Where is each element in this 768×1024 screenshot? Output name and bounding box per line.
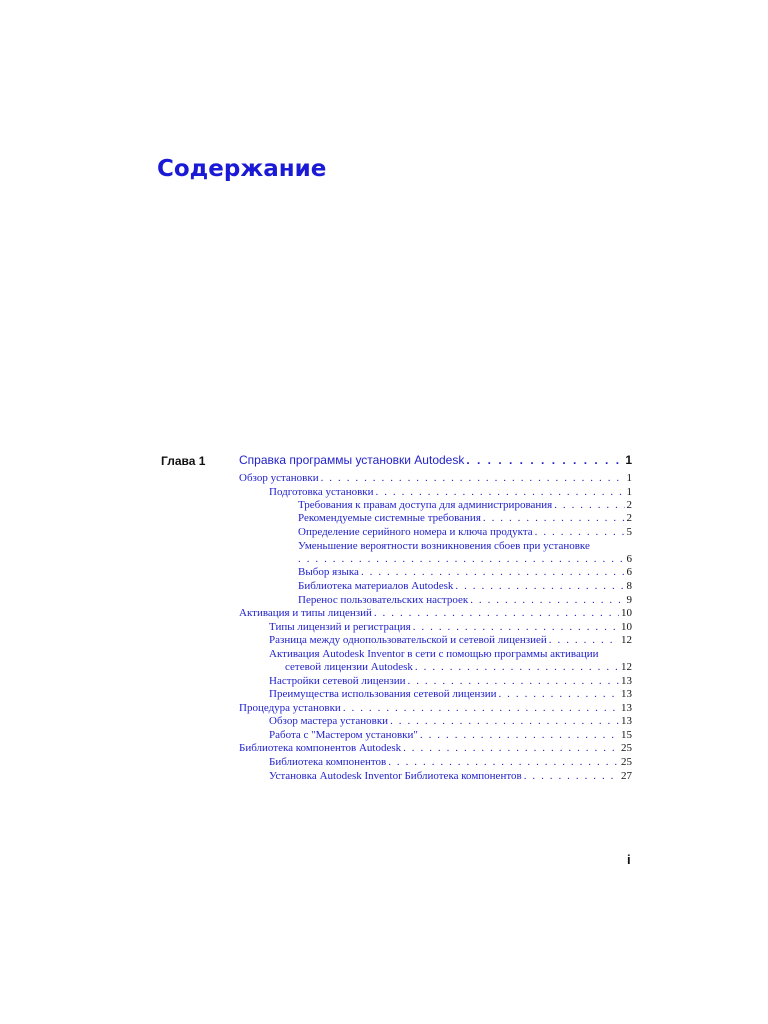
toc-entry[interactable] bbox=[298, 512, 632, 525]
toc-entry-label: Определение серийного номера и ключа продукта bbox=[298, 526, 533, 538]
leader-dots bbox=[298, 553, 625, 566]
leader-dots bbox=[374, 607, 619, 620]
toc-entry[interactable] bbox=[285, 661, 632, 674]
toc-entry[interactable] bbox=[298, 499, 632, 512]
toc-page-number: 1 bbox=[626, 472, 632, 484]
leader-dots bbox=[390, 715, 619, 728]
leader-dots bbox=[524, 770, 619, 783]
chapter-label: Глава 1 bbox=[161, 454, 206, 468]
leader-dots bbox=[413, 621, 619, 634]
toc-entry[interactable] bbox=[269, 688, 632, 701]
toc-page-number: 27 bbox=[621, 770, 632, 782]
leader-dots bbox=[376, 486, 625, 499]
toc-entry[interactable] bbox=[269, 634, 632, 647]
toc-page-number: 13 bbox=[621, 688, 632, 700]
toc-entry[interactable] bbox=[269, 729, 632, 742]
leader-dots bbox=[455, 580, 624, 593]
toc-entry-label: Установка Autodesk Inventor Библиотека компонентов bbox=[269, 770, 522, 782]
toc-page-number: 6 bbox=[626, 553, 632, 565]
toc-entry-label: Обзор мастера установки bbox=[269, 715, 389, 727]
toc-chapter-link[interactable] bbox=[239, 453, 632, 467]
toc-entry-label: Подготовка установки bbox=[269, 486, 374, 498]
toc-entry[interactable] bbox=[298, 526, 632, 539]
leader-dots bbox=[361, 566, 625, 579]
toc-page-number: 10 bbox=[621, 621, 632, 633]
toc-entry-label: Выбор языка bbox=[298, 566, 359, 578]
toc-entry-label: Разница между однопользовательской и сетевой лицензией bbox=[269, 634, 547, 646]
toc-entry-label-line2: сетевой лицензии Autodesk bbox=[285, 661, 413, 673]
toc-page-number: 13 bbox=[621, 715, 632, 727]
toc-entry[interactable] bbox=[269, 715, 632, 728]
toc-page-number: 6 bbox=[626, 566, 632, 578]
toc-entry-label: Активация и типы лицензий bbox=[239, 607, 372, 619]
toc-entry-label: Перенос пользовательских настроек bbox=[298, 594, 469, 606]
toc-entry-label: Процедура установки bbox=[239, 702, 341, 714]
toc-entry-label: Настройки сетевой лицензии bbox=[269, 675, 406, 687]
leader-dots bbox=[554, 499, 624, 512]
toc-page-number: 12 bbox=[621, 661, 632, 673]
toc-page-number: 5 bbox=[626, 526, 632, 538]
toc-entry-label: Справка программы установки Autodesk bbox=[239, 453, 465, 467]
toc-entry[interactable] bbox=[239, 472, 632, 485]
toc-entry[interactable] bbox=[269, 486, 632, 499]
leader-dots bbox=[415, 661, 619, 674]
toc-entry[interactable] bbox=[269, 770, 632, 783]
leader-dots bbox=[343, 702, 619, 715]
toc-page-number: 25 bbox=[621, 742, 632, 754]
toc-entry[interactable] bbox=[269, 756, 632, 769]
toc-entry-label: Библиотека компонентов Autodesk bbox=[239, 742, 402, 754]
leader-dots bbox=[321, 472, 625, 485]
toc-entry-label-line1[interactable]: Активация Autodesk Inventor в сети с помощью программы активации bbox=[269, 648, 599, 660]
leader-dots bbox=[535, 526, 625, 539]
toc-page-number: 10 bbox=[621, 607, 632, 619]
toc-entry[interactable] bbox=[239, 742, 632, 755]
toc-entry[interactable] bbox=[239, 702, 632, 715]
toc-page-number: 9 bbox=[626, 594, 632, 606]
toc-entry-label: Библиотека материалов Autodesk bbox=[298, 580, 454, 592]
leader-dots bbox=[466, 453, 623, 467]
leader-dots bbox=[420, 729, 619, 742]
toc-page-number: 2 bbox=[626, 512, 632, 524]
leader-dots bbox=[403, 742, 619, 755]
toc-page-number: 15 bbox=[621, 729, 632, 741]
toc-entry[interactable] bbox=[298, 566, 632, 579]
toc-entry-label: Обзор установки bbox=[239, 472, 319, 484]
toc-page-number: 12 bbox=[621, 634, 632, 646]
toc-entry-label-line1[interactable]: Уменьшение вероятности возникновения сбоев при установке bbox=[298, 540, 590, 552]
toc-entry[interactable] bbox=[298, 580, 632, 593]
toc-entry[interactable] bbox=[239, 607, 632, 620]
leader-dots bbox=[388, 756, 619, 769]
toc-page-number: 1 bbox=[625, 453, 632, 467]
toc-entry[interactable] bbox=[269, 675, 632, 688]
leader-dots bbox=[549, 634, 619, 647]
toc-page-number: 2 bbox=[626, 499, 632, 511]
toc-entry-label: Типы лицензий и регистрация bbox=[269, 621, 411, 633]
toc-entry-label: Работа с "Мастером установки" bbox=[269, 729, 418, 741]
toc-entry[interactable] bbox=[298, 553, 632, 566]
toc-entry[interactable] bbox=[269, 621, 632, 634]
toc-page-number: 25 bbox=[621, 756, 632, 768]
toc-entry-label: Рекомендуемые системные требования bbox=[298, 512, 481, 524]
page-title: Содержание bbox=[157, 156, 327, 182]
leader-dots bbox=[483, 512, 625, 525]
toc-entry-label: Библиотека компонентов bbox=[269, 756, 387, 768]
toc-page-number: 13 bbox=[621, 675, 632, 687]
toc-page-number: 1 bbox=[626, 486, 632, 498]
page-number: i bbox=[627, 852, 631, 867]
toc-entry-label: Преимущества использования сетевой лицензии bbox=[269, 688, 497, 700]
leader-dots bbox=[498, 688, 619, 701]
toc-page-number: 13 bbox=[621, 702, 632, 714]
toc-entry-label: Требования к правам доступа для администрирования bbox=[298, 499, 553, 511]
toc-entry[interactable] bbox=[298, 594, 632, 607]
toc-page-number: 8 bbox=[626, 580, 632, 592]
leader-dots bbox=[470, 594, 624, 607]
leader-dots bbox=[408, 675, 619, 688]
